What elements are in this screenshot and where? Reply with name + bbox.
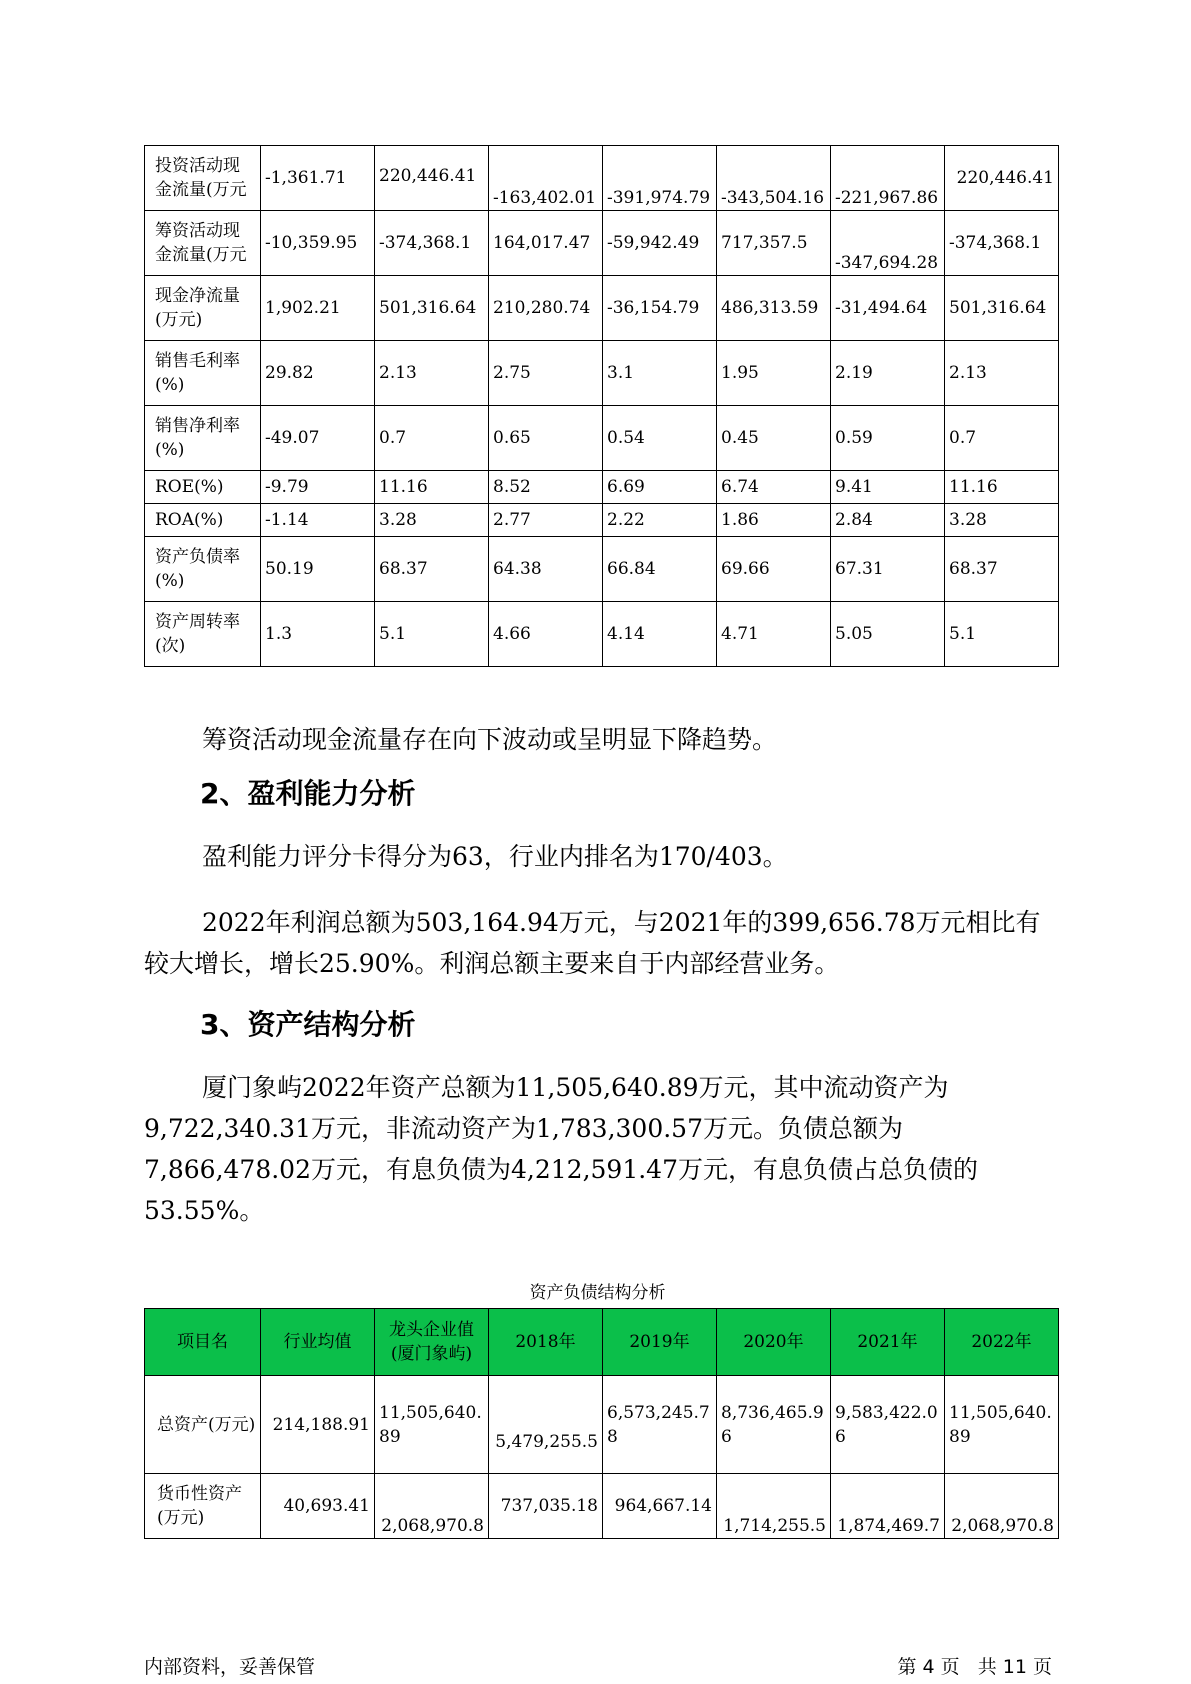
table-cell: -163,402.01 [489, 146, 603, 211]
table-cell: -221,967.86 [831, 146, 945, 211]
table-cell: 220,446.41 [945, 146, 1059, 211]
table-cell: 11,505,640.89 [375, 1376, 489, 1474]
header-cell: 2019年 [603, 1309, 717, 1376]
table-cell: 8,736,465.96 [717, 1376, 831, 1474]
table-cell: 737,035.18 [489, 1474, 603, 1539]
table-row [145, 211, 1059, 276]
table-row [145, 146, 1059, 211]
table-cell: -1,361.71 [261, 146, 375, 211]
table-cell: 0.59 [831, 406, 945, 471]
table-row [145, 537, 1059, 602]
row-label: 货币性资产(万元) [145, 1474, 261, 1539]
table-cell: 0.7 [945, 406, 1059, 471]
table-cell: 9,583,422.06 [831, 1376, 945, 1474]
table-cell: 2,068,970.8 [945, 1474, 1059, 1539]
table-cell: 3.28 [375, 504, 489, 537]
table-cell: -391,974.79 [603, 146, 717, 211]
table-cell: 5.1 [945, 602, 1059, 667]
table-cell: 66.84 [603, 537, 717, 602]
header-cell: 项目名 [145, 1309, 261, 1376]
table-cell: 2.77 [489, 504, 603, 537]
table-cell: 0.45 [717, 406, 831, 471]
paragraph-financing-trend: 筹资活动现金流量存在向下波动或呈明显下降趋势。 [202, 725, 778, 754]
table-row [145, 1474, 1059, 1539]
table-cell: 0.65 [489, 406, 603, 471]
table-cell: 68.37 [375, 537, 489, 602]
table-row [145, 276, 1059, 341]
table-cell: 0.54 [603, 406, 717, 471]
header-cell: 2022年 [945, 1309, 1059, 1376]
row-label: ROA(%) [145, 504, 261, 537]
table-cell: 11.16 [945, 471, 1059, 504]
table-cell: 9.41 [831, 471, 945, 504]
table-cell: 11.16 [375, 471, 489, 504]
table-cell: 964,667.14 [603, 1474, 717, 1539]
section-heading-asset-structure: 3、资产结构分析 [200, 1008, 416, 1041]
table-cell: 11,505,640.89 [945, 1376, 1059, 1474]
table-cell: 50.19 [261, 537, 375, 602]
table-cell: -347,694.28 [831, 211, 945, 276]
table-cell: 2.13 [945, 341, 1059, 406]
table-cell: 2.84 [831, 504, 945, 537]
table-cell: 1,874,469.7 [831, 1474, 945, 1539]
table-cell: -10,359.95 [261, 211, 375, 276]
header-cell: 2018年 [489, 1309, 603, 1376]
table-cell: 4.66 [489, 602, 603, 667]
table-cell: 2.75 [489, 341, 603, 406]
table-cell: 164,017.47 [489, 211, 603, 276]
table-row [145, 1376, 1059, 1474]
table-row [145, 341, 1059, 406]
table-cell: -49.07 [261, 406, 375, 471]
table-cell: -374,368.1 [375, 211, 489, 276]
table-caption: 资产负债结构分析 [529, 1283, 666, 1303]
table-cell: 5.05 [831, 602, 945, 667]
row-label: 销售毛利率(%) [145, 341, 261, 406]
page-number: 第 4 页 共 11 页 [897, 1656, 1052, 1678]
table-cell: 0.7 [375, 406, 489, 471]
paragraph-asset-structure: 厦门象屿2022年资产总额为11,505,640.89万元，其中流动资产为9,722,340.31万元，非流动资产为1,783,300.57万元。负债总额为7,866,478.02万元，有息负债为4,212,591.47万元，有息负债占总负债的53.55%。 [144, 1073, 978, 1225]
paragraph-profit-total: 2022年利润总额为503,164.94万元，与2021年的399,656.78万元相比有较大增长，增长25.90%。利润总额主要来自于内部经营业务。 [144, 908, 1041, 978]
row-label: 销售净利率(%) [145, 406, 261, 471]
table-cell: 717,357.5 [717, 211, 831, 276]
header-cell: 龙头企业值(厦门象屿) [375, 1309, 489, 1376]
table-row [145, 504, 1059, 537]
table-cell: 2.19 [831, 341, 945, 406]
table-cell: 8.52 [489, 471, 603, 504]
table-row [145, 406, 1059, 471]
table-cell: 68.37 [945, 537, 1059, 602]
paragraph-profitability-score: 盈利能力评分卡得分为63，行业内排名为170/403。 [202, 842, 788, 871]
table-cell: -9.79 [261, 471, 375, 504]
table-cell: 214,188.91 [261, 1376, 375, 1474]
table-cell: 501,316.64 [945, 276, 1059, 341]
table-cell: 1.95 [717, 341, 831, 406]
header-cell: 行业均值 [261, 1309, 375, 1376]
row-label: 资产周转率(次) [145, 602, 261, 667]
row-label: 投资活动现金流量(万元 [145, 146, 261, 211]
table-header-row [145, 1309, 1059, 1376]
table-cell: 6,573,245.78 [603, 1376, 717, 1474]
table-cell: 6.69 [603, 471, 717, 504]
table-cell: 3.28 [945, 504, 1059, 537]
asset-liability-table [144, 1308, 1059, 1539]
table-cell: 2.22 [603, 504, 717, 537]
section-heading-profitability: 2、盈利能力分析 [200, 777, 416, 810]
table-cell: -36,154.79 [603, 276, 717, 341]
table-cell: 6.74 [717, 471, 831, 504]
table-cell: 2,068,970.8 [375, 1474, 489, 1539]
table-cell: 5.1 [375, 602, 489, 667]
table-row [145, 471, 1059, 504]
table-cell: 3.1 [603, 341, 717, 406]
table-cell: 1.86 [717, 504, 831, 537]
table-cell: 69.66 [717, 537, 831, 602]
table-cell: 501,316.64 [375, 276, 489, 341]
table-cell: -59,942.49 [603, 211, 717, 276]
table-cell: 40,693.41 [261, 1474, 375, 1539]
table-cell: 5,479,255.5 [489, 1376, 603, 1474]
header-cell: 2020年 [717, 1309, 831, 1376]
table-cell: 1,902.21 [261, 276, 375, 341]
table-cell: -1.14 [261, 504, 375, 537]
footer-confidential-note: 内部资料，妥善保管 [144, 1656, 316, 1678]
table-cell: 210,280.74 [489, 276, 603, 341]
table-cell: 67.31 [831, 537, 945, 602]
table-cell: 29.82 [261, 341, 375, 406]
table-cell: -374,368.1 [945, 211, 1059, 276]
table-cell: -343,504.16 [717, 146, 831, 211]
table-row [145, 602, 1059, 667]
table-cell: 1,714,255.5 [717, 1474, 831, 1539]
table-cell: 486,313.59 [717, 276, 831, 341]
table-cell: 64.38 [489, 537, 603, 602]
row-label: ROE(%) [145, 471, 261, 504]
table-cell: 4.14 [603, 602, 717, 667]
table-cell: 220,446.41 [375, 146, 489, 211]
table-cell: -31,494.64 [831, 276, 945, 341]
table-cell: 2.13 [375, 341, 489, 406]
table-cell: 1.3 [261, 602, 375, 667]
header-cell: 2021年 [831, 1309, 945, 1376]
row-label: 现金净流量(万元) [145, 276, 261, 341]
row-label: 总资产(万元) [145, 1376, 261, 1474]
table-cell: 4.71 [717, 602, 831, 667]
row-label: 资产负债率(%) [145, 537, 261, 602]
financial-indicators-table [144, 145, 1059, 667]
row-label: 筹资活动现金流量(万元 [145, 211, 261, 276]
